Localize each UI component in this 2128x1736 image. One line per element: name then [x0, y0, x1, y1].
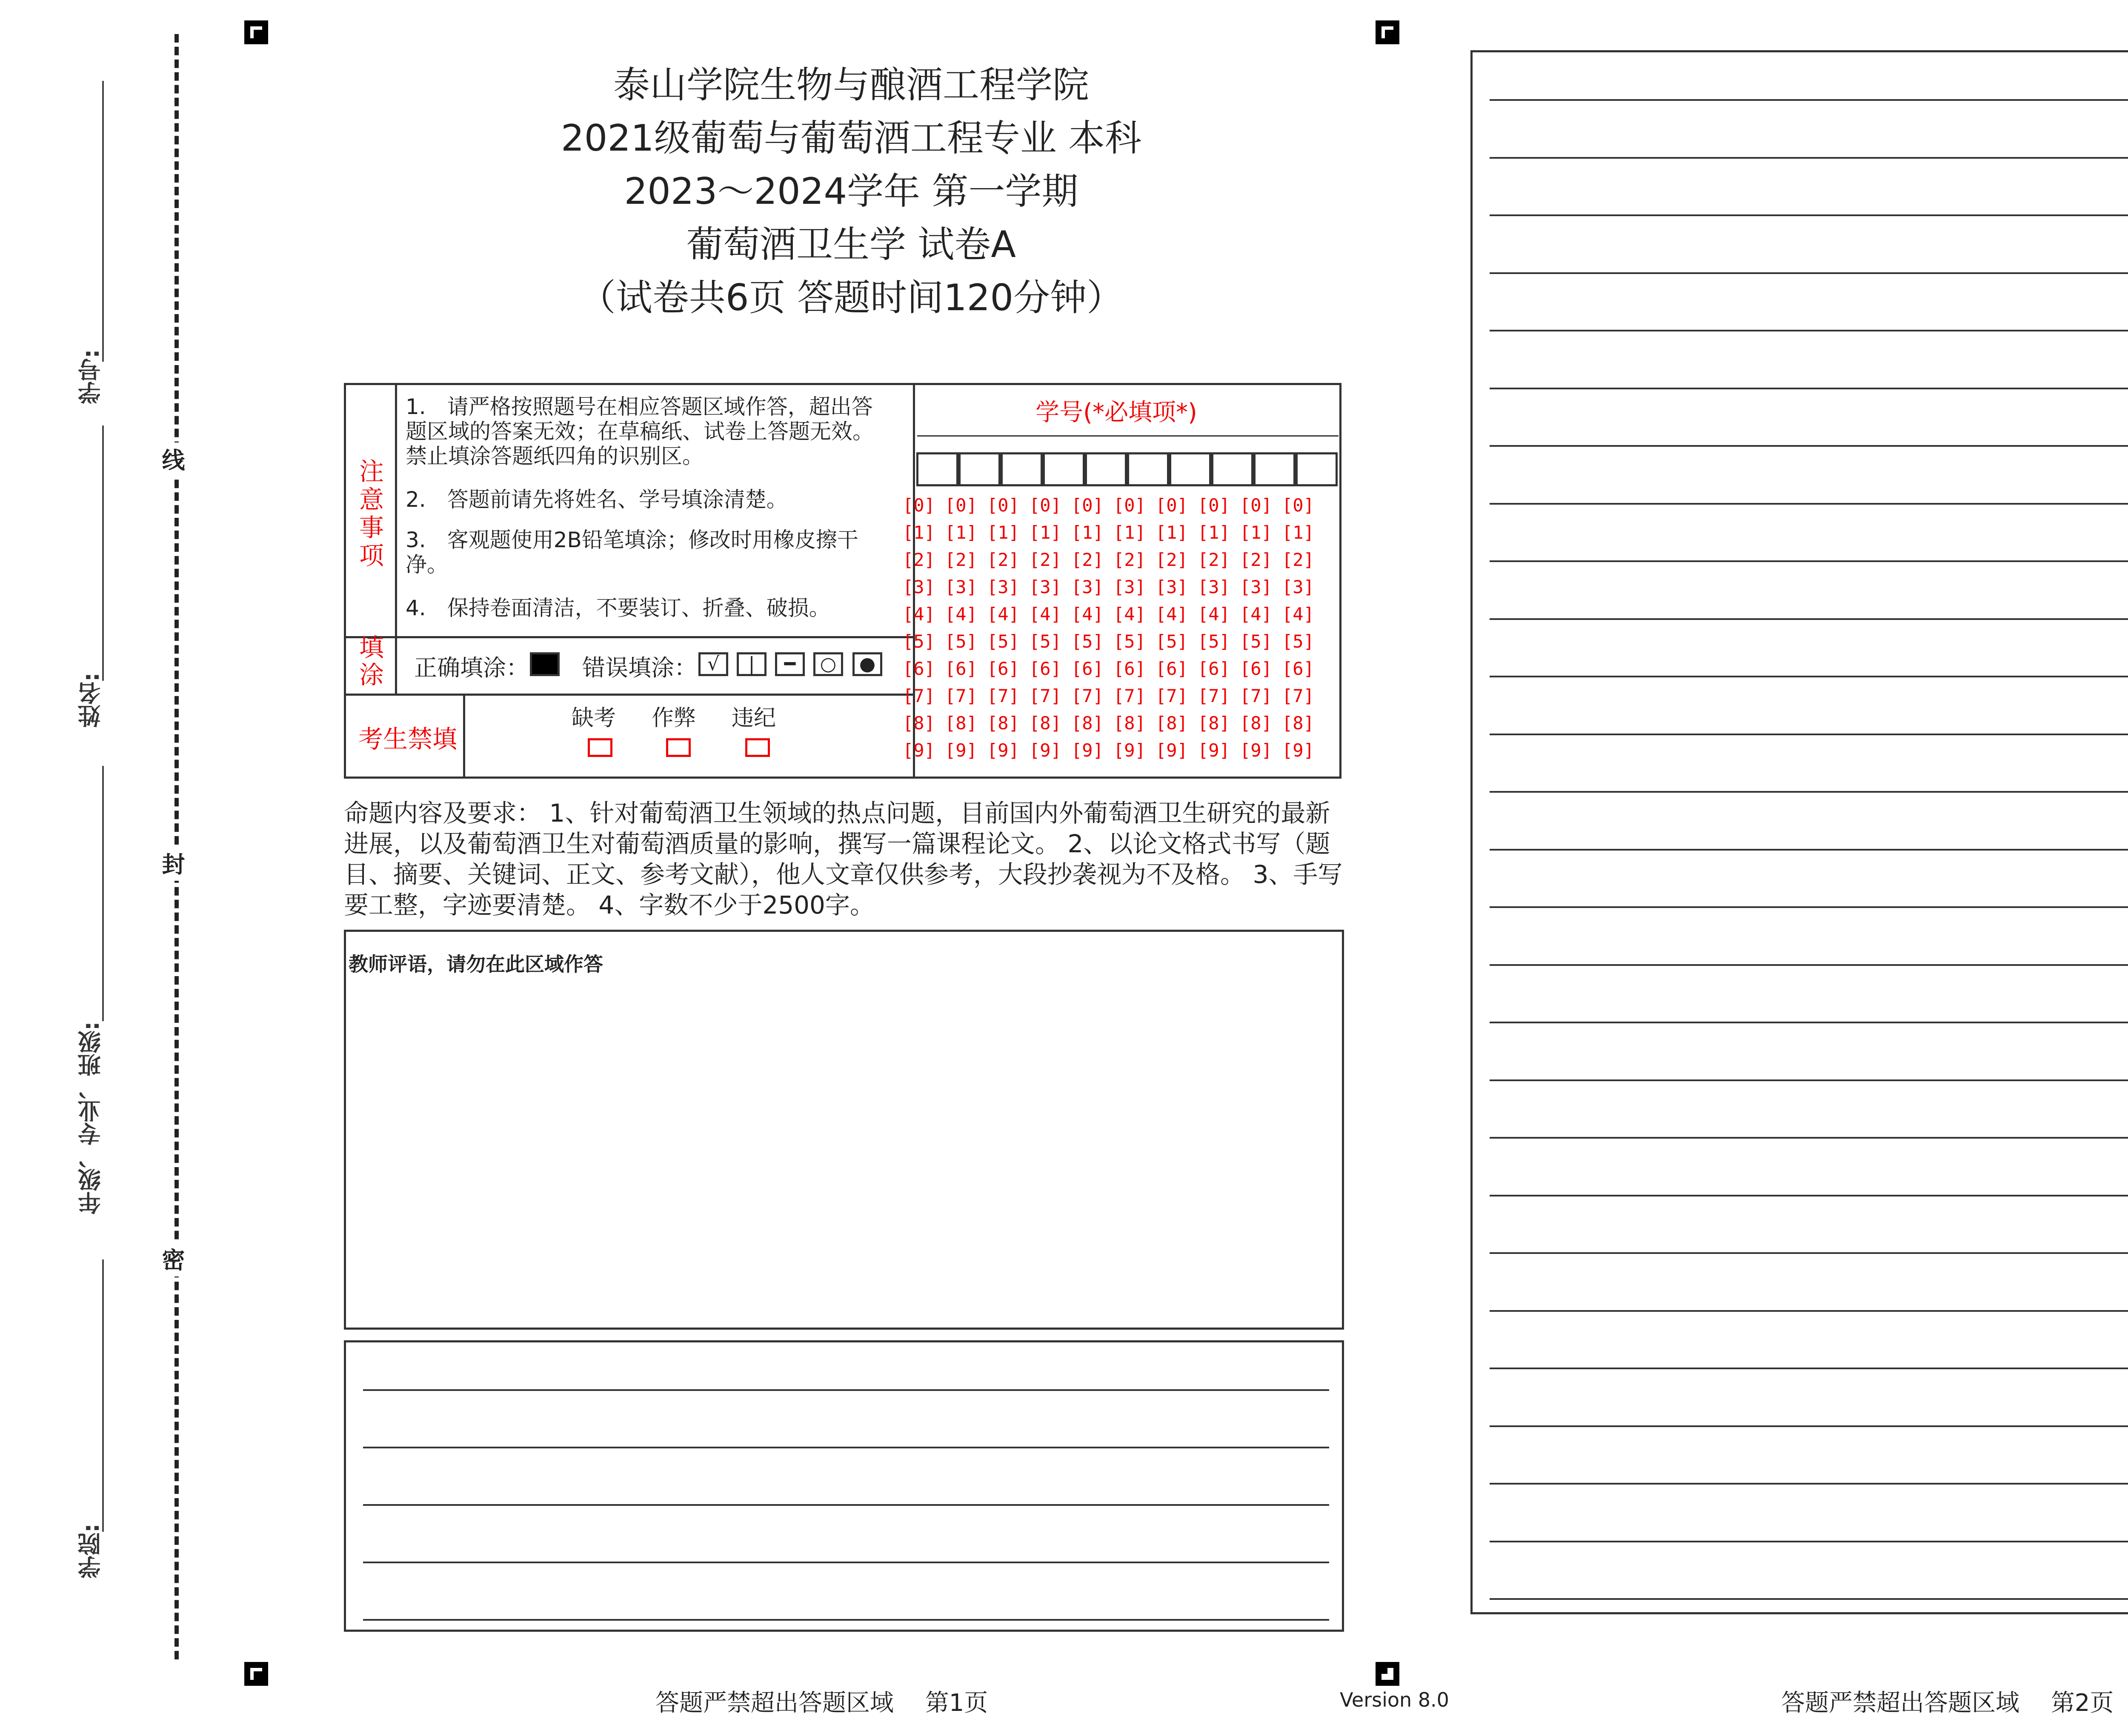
notice-heading: 注意事项 [359, 457, 384, 570]
student-id-digit-option[interactable]: [4] [1113, 604, 1146, 625]
answer-line [1490, 618, 2128, 620]
student-id-digit-option[interactable]: [9] [1198, 740, 1230, 761]
student-id-digit-option[interactable]: [2] [1240, 549, 1272, 570]
class-write-line [102, 766, 104, 1021]
student-id-digit-option[interactable]: [6] [1029, 658, 1061, 679]
name-label: 姓名: [77, 672, 104, 728]
answer-area-page-2[interactable] [1470, 50, 2128, 1614]
student-id-digit-option[interactable]: [8] [1240, 713, 1272, 734]
student-id-digit-option[interactable]: [7] [1113, 685, 1146, 706]
answer-line [1490, 1079, 2128, 1081]
student-id-digit-option[interactable]: [1] [1029, 522, 1061, 543]
answer-line [1490, 157, 2128, 159]
student-id-digit-option[interactable]: [2] [1156, 549, 1188, 570]
divider [395, 385, 397, 694]
student-id-digit-option[interactable]: [8] [903, 713, 935, 734]
answer-line [1490, 906, 2128, 908]
student-id-digit-option[interactable]: [5] [1240, 631, 1272, 652]
divider [346, 636, 913, 638]
student-id-digit-option[interactable]: [1] [1156, 522, 1188, 543]
student-id-digit-row [903, 604, 1341, 625]
student-id-digit-option[interactable]: [7] [987, 685, 1019, 706]
wrong-fill-check: √ [698, 652, 728, 676]
answer-line [363, 1619, 1329, 1621]
student-id-cell[interactable] [1127, 452, 1169, 486]
divider [463, 694, 465, 779]
student-id-digit-option[interactable]: [5] [1071, 631, 1104, 652]
student-id-write-line [917, 435, 1339, 437]
student-id-digit-option[interactable]: [3] [1282, 577, 1314, 597]
student-id-digit-option[interactable]: [4] [903, 604, 935, 625]
forbidden-absent-box[interactable] [588, 738, 612, 757]
student-id-cell[interactable] [1253, 452, 1296, 486]
student-id-digit-row [903, 549, 1341, 570]
student-id-digit-option[interactable]: [4] [1029, 604, 1061, 625]
student-id-digit-option[interactable]: [2] [1029, 549, 1061, 570]
student-id-label: 学号: [77, 349, 104, 404]
student-id-digit-option[interactable]: [2] [903, 549, 935, 570]
answer-line [1490, 964, 2128, 966]
student-id-digit-option[interactable]: [8] [1282, 713, 1314, 734]
student-id-digit-option[interactable]: [7] [903, 685, 935, 706]
student-id-digit-row [903, 658, 1341, 679]
student-id-digit-option[interactable]: [3] [987, 577, 1019, 597]
student-id-digit-option[interactable]: [9] [1029, 740, 1061, 761]
info-box [344, 383, 1341, 779]
wrong-fill-bar: | [737, 652, 767, 676]
student-id-digit-option[interactable]: [6] [1240, 658, 1272, 679]
forbidden-violation-box[interactable] [745, 738, 770, 757]
answer-area-page-1[interactable] [344, 1340, 1344, 1632]
student-id-digit-option[interactable]: [5] [1113, 631, 1146, 652]
student-id-cell[interactable] [1001, 452, 1043, 486]
answer-line [1490, 1598, 2128, 1600]
correct-fill-label: 正确填涂： [414, 654, 529, 681]
student-id-digit-option[interactable]: [9] [903, 740, 935, 761]
student-id-cell[interactable] [958, 452, 1001, 486]
exam-title: 葡萄酒卫生学 试卷A [686, 223, 1016, 266]
answer-line [363, 1389, 1329, 1391]
fill-heading: 填涂 [359, 633, 384, 689]
student-id-digit-option[interactable]: [8] [1156, 713, 1188, 734]
student-id-digit-option[interactable]: [2] [1071, 549, 1104, 570]
student-id-digit-option[interactable]: [7] [1282, 685, 1314, 706]
student-id-digit-option[interactable]: [9] [1113, 740, 1146, 761]
teacher-comment-label: 教师评语，请勿在此区域作答 [349, 953, 603, 976]
answer-line [1490, 388, 2128, 389]
program-title: 2021级葡萄与葡萄酒工程专业 本科 [561, 117, 1142, 160]
answer-line [1490, 1195, 2128, 1196]
student-id-digit-option[interactable]: [3] [1113, 577, 1146, 597]
student-id-digit-option[interactable]: [4] [1071, 604, 1104, 625]
student-id-digit-row [903, 740, 1341, 761]
forbidden-heading: 考生禁填 [358, 725, 457, 754]
student-id-digit-option[interactable]: [1] [945, 522, 977, 543]
student-id-digit-option[interactable]: [1] [1240, 522, 1272, 543]
forbidden-cheating-label: 作弊 [652, 705, 696, 731]
divider [346, 694, 913, 696]
correct-fill-example [530, 652, 560, 676]
student-id-cell[interactable] [1296, 452, 1338, 486]
student-id-digit-option[interactable]: [7] [1156, 685, 1188, 706]
answer-line [1490, 676, 2128, 677]
student-id-digit-option[interactable]: [0] [1240, 495, 1272, 516]
notice-item-2: 2. 答题前请先将姓名、学号填涂清楚。 [406, 487, 788, 512]
student-id-digit-option[interactable]: [3] [945, 577, 977, 597]
answer-line [1490, 272, 2128, 274]
college-title: 泰山学院生物与酿酒工程学院 [613, 64, 1089, 106]
answer-line [1490, 330, 2128, 331]
corner-marker-top-center [1376, 20, 1399, 44]
student-id-digit-option[interactable]: [9] [1282, 740, 1314, 761]
answer-line [1490, 99, 2128, 101]
student-id-digit-option[interactable]: [2] [1282, 549, 1314, 570]
cut-word-xian: 线 [167, 443, 188, 477]
student-id-digit-option[interactable]: [8] [1198, 713, 1230, 734]
student-id-digit-option[interactable]: [6] [987, 658, 1019, 679]
student-id-digit-option[interactable]: [1] [1282, 522, 1314, 543]
answer-line [1490, 445, 2128, 447]
student-id-digit-option[interactable]: [6] [903, 658, 935, 679]
exam-meta: （试卷共6页 答题时间120分钟） [579, 277, 1124, 319]
student-id-digit-option[interactable]: [3] [1029, 577, 1061, 597]
student-id-digit-option[interactable]: [9] [1240, 740, 1272, 761]
student-id-write-line [102, 81, 104, 362]
student-id-digit-option[interactable]: [4] [945, 604, 977, 625]
student-id-digit-option[interactable]: [5] [1029, 631, 1061, 652]
wrong-fill-dot: ● [852, 652, 882, 676]
answer-line [1490, 560, 2128, 562]
student-id-digit-option[interactable]: [5] [1282, 631, 1314, 652]
student-id-digit-option[interactable]: [4] [1240, 604, 1272, 625]
college-write-line [102, 1259, 104, 1532]
answer-line [1490, 1137, 2128, 1139]
college-label: 学院: [77, 1523, 104, 1579]
student-id-digit-row [903, 577, 1341, 597]
student-id-digit-option[interactable]: [3] [1240, 577, 1272, 597]
student-id-digit-row [903, 522, 1341, 543]
answer-line [363, 1504, 1329, 1506]
student-id-cell[interactable] [1211, 452, 1253, 486]
student-id-digit-option[interactable]: [9] [1071, 740, 1104, 761]
wrong-fill-label: 错误填涂： [582, 654, 697, 681]
notice-item-4: 4. 保持卷面清洁，不要装订、折叠、破损。 [406, 596, 830, 620]
student-id-digit-option[interactable]: [6] [1071, 658, 1104, 679]
notice-item-1: 1. 请严格按照题号在相应答题区域作答，超出答题区域的答案无效；在草稿纸、试卷上答题无效。禁止填涂答题纸四角的识别区。 [406, 394, 874, 468]
student-id-digit-option[interactable]: [4] [1282, 604, 1314, 625]
student-id-digit-option[interactable]: [0] [987, 495, 1019, 516]
student-id-digit-option[interactable]: [3] [1156, 577, 1188, 597]
student-id-digit-option[interactable]: [4] [1198, 604, 1230, 625]
answer-line [1490, 503, 2128, 505]
student-id-digit-option[interactable]: [8] [945, 713, 977, 734]
student-id-digit-option[interactable]: [0] [1029, 495, 1061, 516]
footer-page-1: 答题严禁超出答题区域 第1页 [655, 1689, 988, 1717]
student-id-digit-option[interactable]: [1] [903, 522, 935, 543]
forbidden-cheating-box[interactable] [666, 738, 691, 757]
answer-line [1490, 1252, 2128, 1254]
student-id-digit-option[interactable]: [2] [1198, 549, 1230, 570]
student-id-digit-option[interactable]: [7] [945, 685, 977, 706]
student-id-digit-option[interactable]: [6] [1113, 658, 1146, 679]
answer-line [1490, 1483, 2128, 1485]
student-id-digit-option[interactable]: [7] [1240, 685, 1272, 706]
student-id-digit-option[interactable]: [7] [1029, 685, 1061, 706]
student-id-heading: 学号(*必填项*) [1035, 399, 1197, 426]
student-id-digit-option[interactable]: [0] [1156, 495, 1188, 516]
student-id-cell[interactable] [1043, 452, 1085, 486]
corner-marker-bottom-left [244, 1662, 268, 1686]
student-id-digit-option[interactable]: [1] [1113, 522, 1146, 543]
answer-line [1490, 734, 2128, 735]
semester-title: 2023～2024学年 第一学期 [624, 170, 1078, 213]
student-id-digit-option[interactable]: [3] [903, 577, 935, 597]
answer-line [1490, 1368, 2128, 1369]
student-id-digit-option[interactable]: [8] [1113, 713, 1146, 734]
student-id-digit-option[interactable]: [2] [1113, 549, 1146, 570]
student-id-digit-option[interactable]: [7] [1071, 685, 1104, 706]
student-id-digit-option[interactable]: [0] [903, 495, 935, 516]
corner-marker-bottom-center [1376, 1662, 1399, 1686]
student-id-digit-option[interactable]: [0] [1198, 495, 1230, 516]
student-id-digit-option[interactable]: [6] [1156, 658, 1188, 679]
student-id-digit-option[interactable]: [1] [1071, 522, 1104, 543]
answer-line [1490, 1022, 2128, 1023]
student-id-digit-option[interactable]: [5] [987, 631, 1019, 652]
student-id-digit-row [903, 685, 1341, 706]
cut-word-mi: 密 [167, 1242, 188, 1276]
student-id-digit-option[interactable]: [8] [987, 713, 1019, 734]
requirements-text: 命题内容及要求： 1、针对葡萄酒卫生领域的热点问题，目前国内外葡萄酒卫生研究的最新进展，以及葡萄酒卫生对葡萄酒质量的影响，撰写一篇课程论文。 2、以论文格式书写（题目、摘要、关键词、正文、参考文献），他人文章仅供参考，大段抄袭视为不及格。 3、手写要工整，字迹要清楚。 4、字数不少于2500字。 [344, 799, 1343, 919]
student-id-digit-option[interactable]: [8] [1071, 713, 1104, 734]
student-id-cell[interactable] [916, 452, 958, 486]
student-id-digit-option[interactable]: [6] [945, 658, 977, 679]
corner-marker-top-left [244, 20, 268, 44]
student-id-digit-option[interactable]: [6] [1198, 658, 1230, 679]
student-id-cell[interactable] [1085, 452, 1127, 486]
answer-line [1490, 791, 2128, 793]
student-id-digit-row [903, 713, 1341, 734]
student-id-digit-option[interactable]: [3] [1071, 577, 1104, 597]
teacher-comment-box [344, 930, 1344, 1330]
student-id-digit-option[interactable]: [5] [1198, 631, 1230, 652]
answer-line [363, 1447, 1329, 1448]
student-id-digit-option[interactable]: [7] [1198, 685, 1230, 706]
student-id-digit-option[interactable]: [5] [1156, 631, 1188, 652]
student-id-digit-option[interactable]: [9] [1156, 740, 1188, 761]
student-id-digit-option[interactable]: [4] [1156, 604, 1188, 625]
wrong-fill-dash: ━ [775, 652, 805, 676]
notice-item-3: 3. 客观题使用2B铅笔填涂；修改时用橡皮擦干净。 [406, 528, 858, 577]
student-id-digit-option[interactable]: [0] [1113, 495, 1146, 516]
student-id-digit-option[interactable]: [1] [987, 522, 1019, 543]
footer-page-2: 答题严禁超出答题区域 第2页 [1781, 1689, 2114, 1717]
student-id-digit-option[interactable]: [0] [1071, 495, 1104, 516]
student-id-digit-option[interactable]: [2] [987, 549, 1019, 570]
student-id-digit-option[interactable]: [9] [987, 740, 1019, 761]
student-id-digit-option[interactable]: [1] [1198, 522, 1230, 543]
student-id-digit-option[interactable]: [5] [945, 631, 977, 652]
answer-line [1490, 849, 2128, 851]
name-write-line [102, 425, 104, 681]
forbidden-absent-label: 缺考 [572, 705, 616, 731]
student-id-digit-option[interactable]: [3] [1198, 577, 1230, 597]
student-id-digit-option[interactable]: [9] [945, 740, 977, 761]
student-id-digit-option[interactable]: [4] [987, 604, 1019, 625]
student-id-digit-option[interactable]: [2] [945, 549, 977, 570]
answer-line [1490, 1310, 2128, 1312]
student-id-cell[interactable] [1169, 452, 1211, 486]
version-label: Version 8.0 [1340, 1688, 1449, 1711]
student-id-digit-option[interactable]: [6] [1282, 658, 1314, 679]
student-id-digit-option[interactable]: [8] [1029, 713, 1061, 734]
answer-line [363, 1562, 1329, 1563]
student-id-digit-option[interactable]: [0] [1282, 495, 1314, 516]
student-id-digit-option[interactable]: [0] [945, 495, 977, 516]
student-id-digit-option[interactable]: [5] [903, 631, 935, 652]
answer-line [1490, 1541, 2128, 1542]
student-id-digit-row [903, 495, 1341, 516]
forbidden-violation-label: 违纪 [732, 705, 776, 731]
student-id-digit-row [903, 631, 1341, 652]
answer-line [1490, 214, 2128, 216]
answer-line [1490, 1425, 2128, 1427]
wrong-fill-circle: ○ [813, 652, 843, 676]
cut-word-feng: 封 [167, 847, 188, 881]
grade-major-class-label: 年级、专业、班级: [77, 1021, 104, 1214]
